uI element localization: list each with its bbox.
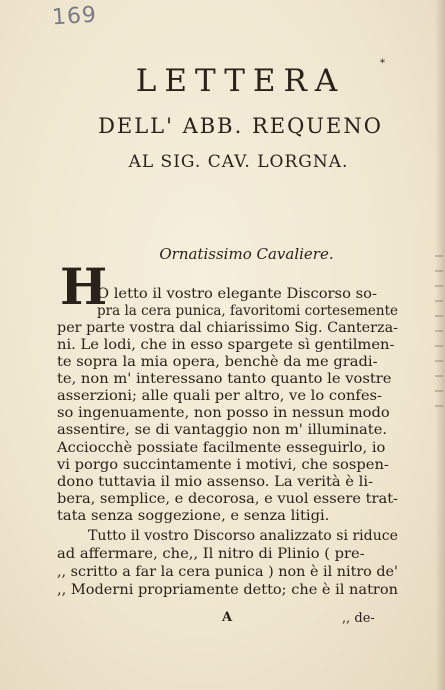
body-line-17: ,, scritto a far la cera punica ) non è il nitro de'	[57, 564, 398, 580]
body-line-15: Tutto il vostro Discorso analizzato si riduce	[88, 528, 398, 544]
body-line-2: pra la cera punica, favoritomi cortesemente	[97, 303, 398, 319]
body-line-7: asserzioni; alle quali per altro, ve lo confes-	[57, 388, 383, 404]
body-line-11: vi porgo succintamente i motivi, che sospen-	[57, 457, 389, 473]
body-line-6: te, non m' interessano tanto quanto le vostre	[57, 371, 392, 387]
body-line-3: per parte vostra dal chiarissimo Sig. Canterza-	[57, 320, 398, 336]
title-line-3: AL SIG. CAV. LORGNA.	[128, 152, 349, 172]
title-line-2: DELL' ABB. REQUENO	[98, 114, 383, 138]
body-line-1: O letto il vostro elegante Discorso so-	[97, 286, 377, 302]
body-line-4: ni. Le lodi, che in esso spargete sì gentilmen-	[57, 337, 395, 353]
signature-mark: A	[222, 610, 233, 625]
body-line-8: so ingenuamente, non posso in nessun modo	[57, 405, 390, 421]
bleed-through-lines	[435, 255, 443, 415]
body-line-5: te sopra la mia opera, benchè da me gradi-	[57, 354, 378, 370]
folio-number: 169	[51, 2, 98, 31]
drop-cap: H	[60, 257, 108, 316]
catchword: ,, de-	[342, 611, 375, 626]
salutation: Ornatissimo Cavaliere.	[159, 245, 334, 263]
body-line-18: ,, Moderni propriamente detto; che è il natron	[57, 582, 398, 598]
body-line-13: bera, semplice, e decorosa, e vuol essere trat-	[57, 491, 398, 507]
title-line-1: LETTERA	[135, 63, 346, 99]
ornament-asterisk: *	[380, 58, 385, 69]
body-line-9: assentire, se di vantaggio non m' illuminate.	[57, 422, 388, 438]
body-line-16: ad affermare, che,, Il nitro di Plinio ( pre-	[57, 546, 365, 562]
body-line-12: dono tuttavia il mio assenso. La verità è li-	[57, 474, 374, 490]
body-line-14: tata senza soggezione, e senza litigi.	[57, 508, 330, 524]
body-line-10: Acciocchè possiate facilmente esseguirlo, io	[57, 440, 386, 456]
